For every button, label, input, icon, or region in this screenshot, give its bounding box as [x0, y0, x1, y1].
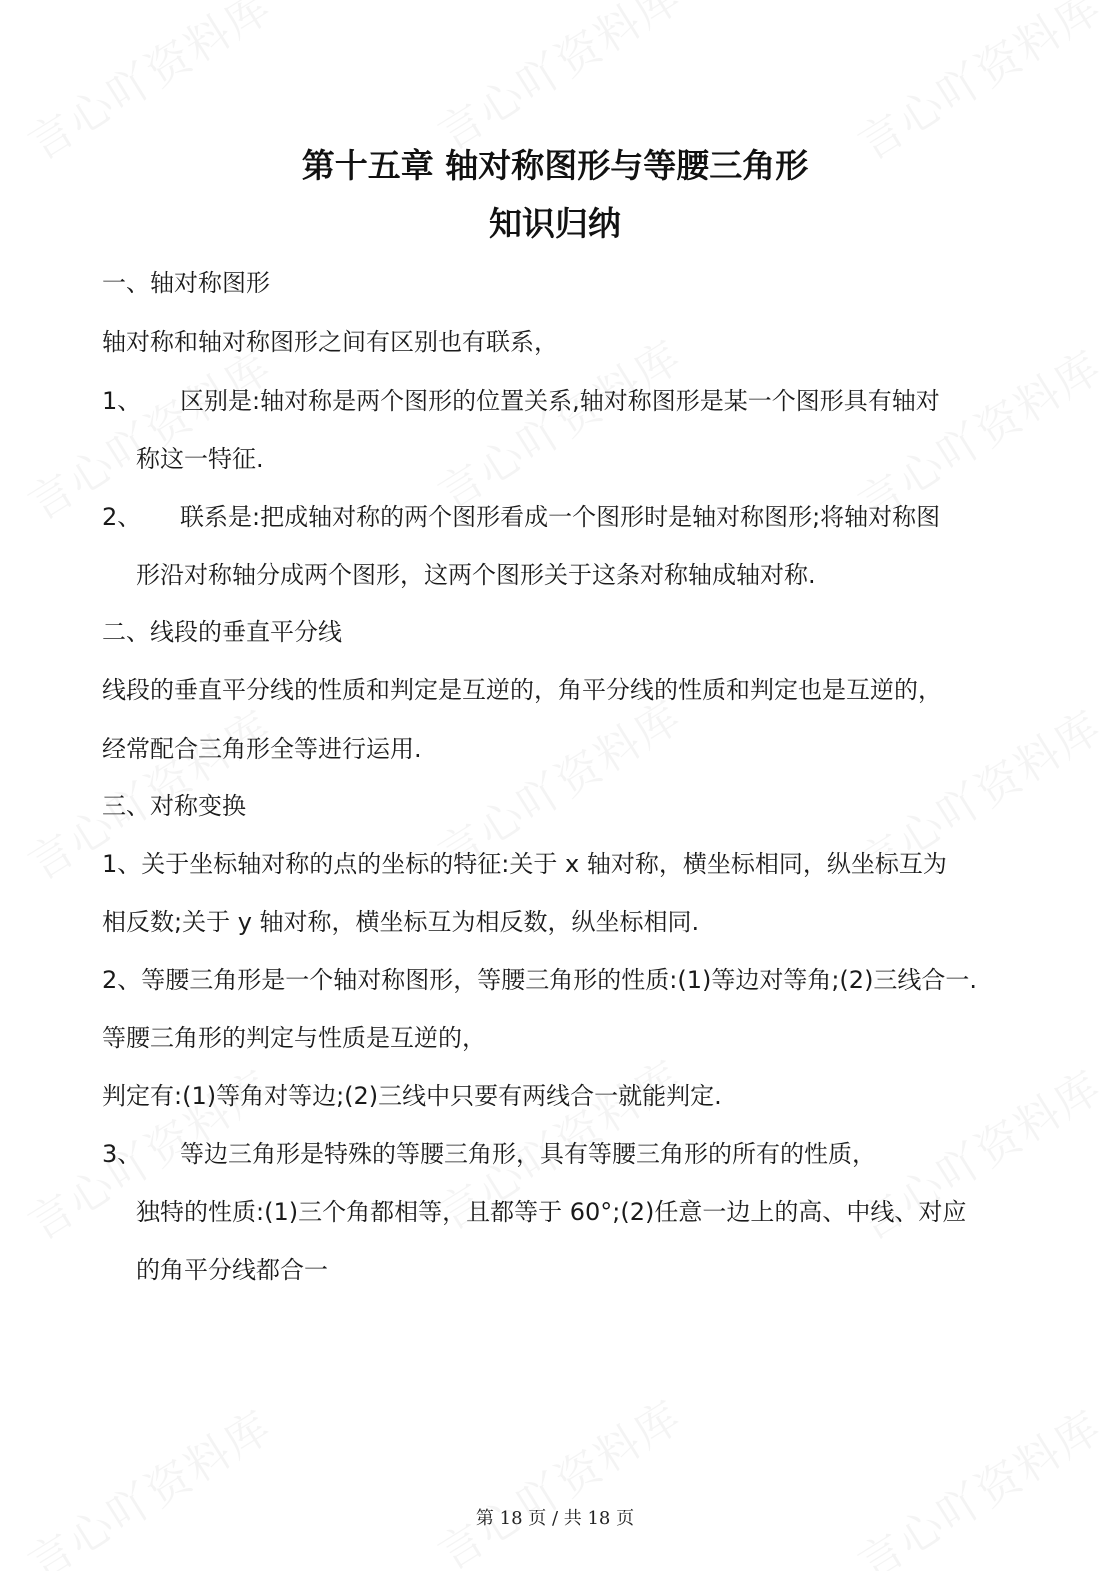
section3-item3-line2: 独特的性质:(1)三个角都相等，且都等于 60°;(2)任意一边上的高、中线、对应 — [136, 1198, 967, 1226]
chapter-subtitle: 知识归纳 — [489, 204, 621, 243]
section1-item1-number: 1、 — [102, 387, 142, 415]
section3-item2-line2: 等腰三角形的判定与性质是互逆的， — [102, 1024, 486, 1052]
section1-heading: 一、轴对称图形 — [102, 269, 270, 297]
chapter-title: 第十五章 轴对称图形与等腰三角形 — [301, 146, 809, 185]
watermark — [14, 1392, 282, 1571]
section2-heading: 二、线段的垂直平分线 — [102, 618, 342, 646]
section3-item3-line1: 等边三角形是特殊的等腰三角形，具有等腰三角形的所有的性质， — [180, 1140, 876, 1168]
section1-item2-number: 2、 — [102, 503, 142, 531]
section1-item1-line2: 称这一特征. — [136, 445, 264, 473]
watermark — [424, 1382, 692, 1571]
section1-intro: 轴对称和轴对称图形之间有区别也有联系， — [102, 328, 558, 356]
section2-line2: 经常配合三角形全等进行运用. — [102, 735, 422, 763]
section2-line1: 线段的垂直平分线的性质和判定是互逆的，角平分线的性质和判定也是互逆的， — [102, 676, 942, 704]
section3-item3-number: 3、 — [102, 1140, 142, 1168]
section1-item2-line2: 形沿对称轴分成两个图形，这两个图形关于这条对称轴成轴对称. — [136, 561, 816, 589]
section3-item1-line2: 相反数;关于 y 轴对称，横坐标互为相反数，纵坐标相同. — [102, 908, 700, 936]
section3-item2-line3: 判定有:(1)等角对等边;(2)三线中只要有两线合一就能判定. — [102, 1082, 722, 1110]
section3-item2-line1: 2、等腰三角形是一个轴对称图形，等腰三角形的性质:(1)等边对等角;(2)三线合一. — [102, 966, 978, 994]
section3-item1-line1: 1、关于坐标轴对称的点的坐标的特征:关于 x 轴对称，横坐标相同，纵坐标互为 — [102, 850, 947, 878]
section1-item2-line1: 联系是:把成轴对称的两个图形看成一个图形时是轴对称图形;将轴对称图 — [180, 503, 941, 531]
section3-item3-line3: 的角平分线都合一 — [136, 1256, 328, 1284]
watermark — [424, 0, 692, 162]
watermark — [844, 1392, 1110, 1571]
section3-heading: 三、对称变换 — [102, 792, 246, 820]
page-footer: 第 18 页 / 共 18 页 — [475, 1508, 635, 1529]
section1-item1-line1: 区别是:轴对称是两个图形的位置关系,轴对称图形是某一个图形具有轴对 — [180, 387, 940, 415]
